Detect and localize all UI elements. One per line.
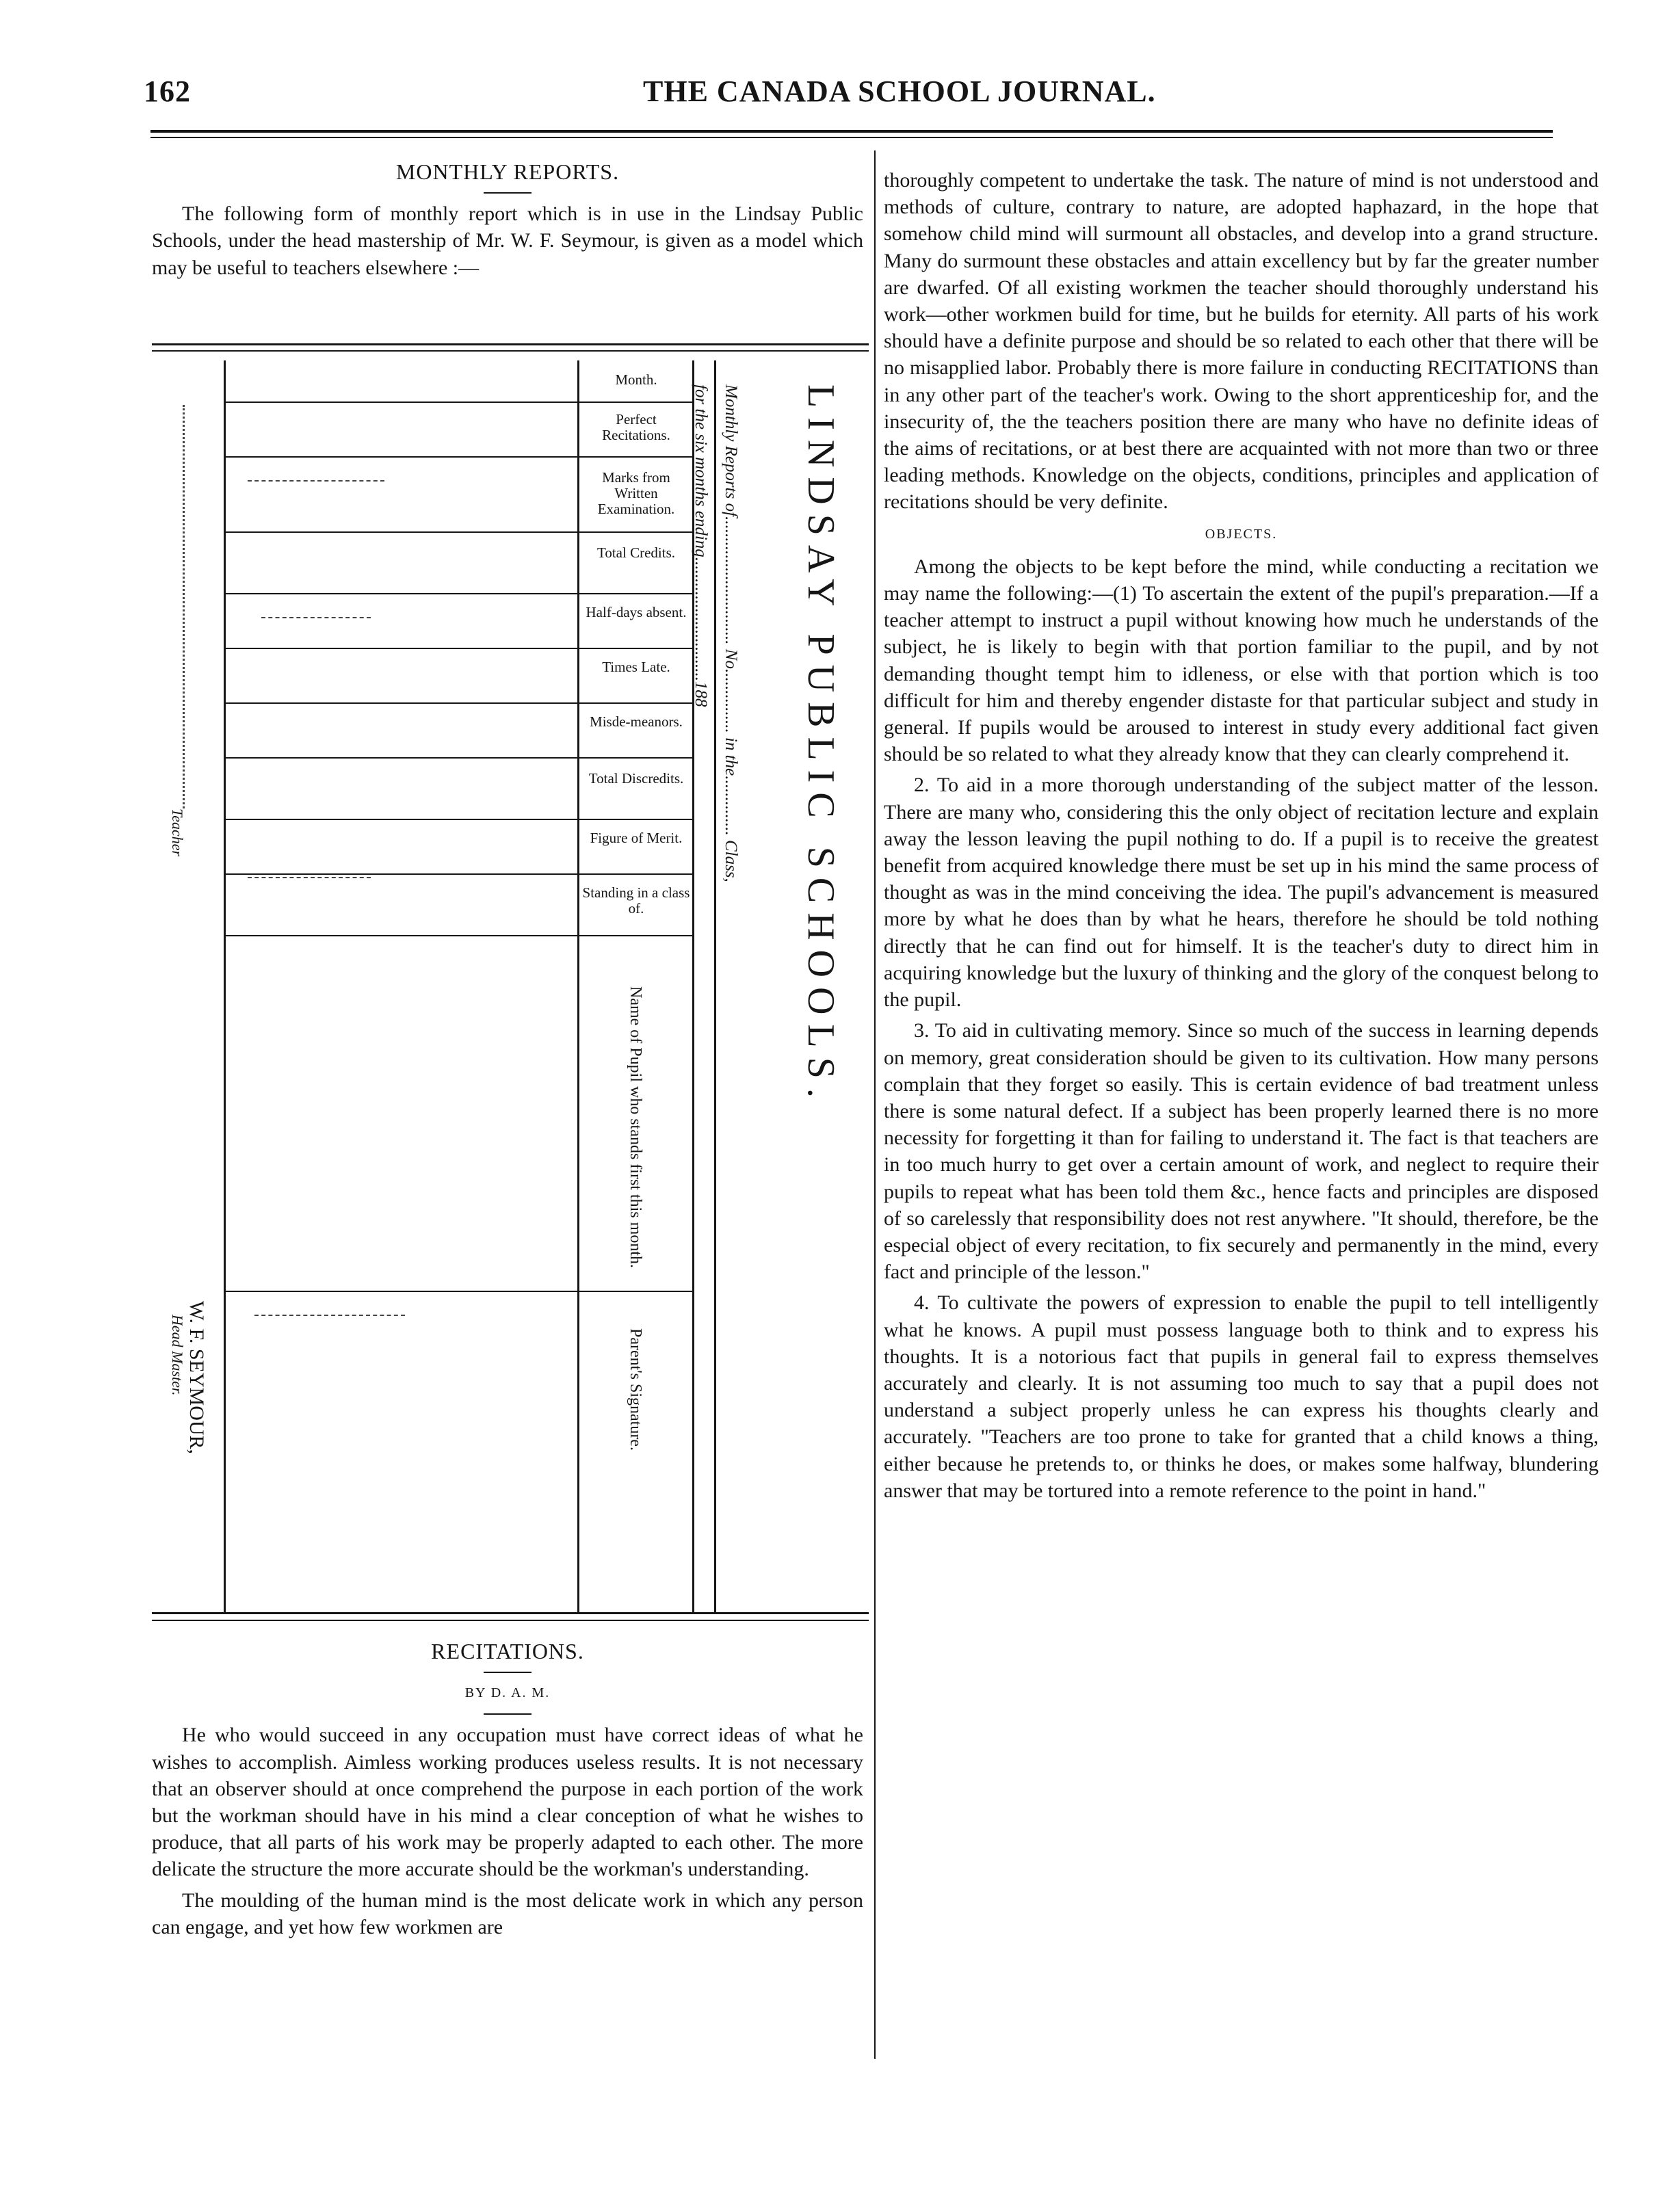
col-misdemeanors: Misde-meanors. — [590, 713, 683, 730]
recitations-title: RECITATIONS. — [431, 1639, 584, 1663]
col-times-late: Times Late. — [602, 659, 670, 675]
report-line-1: Monthly Reports of.............................. No............... in the.............. Class, — [722, 384, 740, 882]
form-guide — [254, 1315, 405, 1316]
byline-dash — [484, 1713, 531, 1715]
pupil-name-column: Name of Pupil who stands first this month. — [627, 986, 644, 1268]
form-vline-2 — [577, 360, 579, 1612]
recitations-paragraph-1: He who would succeed in any occupation must have correct ideas of what he wishes to accomplish. Aimless working produces useless results. It is not necessary that an observer should at once comprehend the purpose in each portion of the work but the workman should have in his mind a clear conception of what he wishes to produce, that all parts of his work may be properly adapted to each other. The more delicate the structure the more accurate should be the workman's understanding. — [152, 1724, 863, 1881]
recitations-paragraph-2: The moulding of the human mind is the most delicate work in which any person can engage, and yet how few workmen are — [152, 1888, 863, 1938]
form-row-rule — [224, 1291, 694, 1292]
teacher-dotted-line — [183, 405, 185, 808]
col-total-credits: Total Credits. — [596, 544, 675, 561]
objects-heading: OBJECTS. — [1205, 526, 1278, 542]
form-row-rule — [224, 531, 694, 533]
form-top-rule-2 — [152, 350, 869, 352]
form-row-rule — [224, 935, 694, 936]
form-row-rule — [224, 819, 694, 820]
form-bottom-rule — [152, 1612, 869, 1614]
form-bottom-rule-2 — [152, 1620, 869, 1621]
report-form — [152, 343, 869, 1622]
head-master-title: Head Master. — [169, 1315, 186, 1396]
col-marks-written: Marks from Written Examination. — [597, 469, 675, 517]
form-row-rule — [224, 593, 694, 594]
right-paragraph-1: thoroughly competent to undertake the task. The nature of mind is not understood and methods of culture, contrary to nature, are adopted haphazard, in the hope that somehow child mind will surmount all obstacles, and develop into a grand structure. Many do surmount these obstacles and attain excellency but by far the greater number are dwarfed. Of all existing workmen the teacher should thoroughly understand his work—other workmen build for time, but he builds for eternity. All parts of his work should have a definite purpose and should be so related to each other that there will be no misapplied labor. Probably there is more failure in conducting RECITATIONS than in any other part of the teacher's work. Owing to the short apprenticeship for, and the insecurity of, the the teachers position there are many who have no definite ideas of the aims of recitations, or at best there are acquainted with not more than two or three leading methods. Knowledge on the objects, conditions, principles and application of recitations should be very definite. — [884, 169, 1599, 514]
teacher-label: Teacher — [169, 808, 186, 857]
form-row-rule — [224, 648, 694, 649]
col-total-discredits: Total Discredits. — [588, 770, 684, 787]
form-guide — [261, 617, 371, 618]
col-figure-of-merit: Figure of Merit. — [590, 830, 683, 846]
monthly-reports-intro: The following form of monthly report which is in use in the Lindsay Public Schools, under the head mastership of Mr. W. F. Seymour, is given as a model which may be useful to teachers elsewhere :— — [152, 202, 863, 279]
form-row-rule — [224, 401, 694, 403]
column-divider — [874, 150, 876, 2059]
monthly-reports-title: MONTHLY REPORTS. — [395, 159, 620, 184]
objects-paragraph-3: 3. To aid in cultivating memory. Since so much of the success in learning depends on memory, great consideration should be given to its cultivation. How many persons complain that they forget so easily. This is certain evidence of bad treatment unless there is some natural defect. If a subject has been properly learned there is no more necessity for forgetting it than for failing to understand it. The fact is that teachers are in too much hurry to get over a certain amount of work, and neglect to require their pupils to repeat what has been told them &c., hence facts and principles are disposed of so carelessly that responsibility does not rest anywhere. "It should, therefore, be the especial object of every recitation, to fix securely and permanently in the mind, every fact and principle of the lesson." — [884, 1019, 1599, 1284]
col-perfect-recitations: Perfect Recitations. — [602, 411, 670, 443]
col-half-days-absent: Half-days absent. — [586, 604, 687, 620]
form-vline-4 — [714, 360, 716, 1612]
head-master-name: W. F. SEYMOUR, — [185, 1301, 208, 1455]
journal-title: THE CANADA SCHOOL JOURNAL. — [643, 75, 1156, 108]
header-rule-bottom — [150, 137, 1553, 138]
form-top-rule — [152, 343, 869, 345]
form-guide — [248, 480, 384, 482]
objects-paragraph-4: 4. To cultivate the powers of expression to enable the pupil to tell intelligently what he knows. A pupil must possess language both to think and to express his thoughts. It is a notorious fact that pupils in general fail to express themselves accurately and clearly. It is not assuming too much to say that a pupil does not understand a subject properly unless he can express his thoughts clearly and accurately. "Teachers are too prone to take for granted that a child knows a thing, either because he pretends to, or thinks he does, or makes some halfway, blundering answer that may be tortured into a remote reference to the point in hand." — [884, 1291, 1599, 1502]
page-number: 162 — [144, 75, 191, 108]
left-column-bottom — [152, 1638, 863, 1940]
byline: BY D. A. M. — [464, 1685, 551, 1701]
form-row-rule — [224, 456, 694, 458]
form-vline-1 — [224, 360, 226, 1612]
title-dash — [484, 192, 531, 194]
form-row-rule — [224, 873, 694, 875]
header-rule-top — [150, 130, 1553, 133]
left-column-top — [152, 159, 863, 281]
col-standing: Standing in a class of. — [582, 884, 690, 917]
form-row-rule — [224, 757, 694, 759]
form-guide — [248, 877, 371, 878]
report-line-2: for the six months ending.............................188 — [692, 384, 710, 707]
recitations-dash — [484, 1672, 531, 1673]
parent-signature-column: Parent's Signature. — [627, 1328, 644, 1451]
school-name: LINDSAY PUBLIC SCHOOLS. — [800, 384, 842, 1107]
objects-paragraph-1: Among the objects to be kept before the mind, while conducting a recitation we may name the following:—(1) To ascertain the extent of the pupil's preparation.—If a teacher attempt to instruct a pupil without knowing how much he understands of the subject, he is likely to begin with that portion familiar to the pupil, and by not demanding thought tempt him to idleness, or else with that portion which is too difficult for him and thereby engender distaste for that particular subject and study in general. If pupils would be aroused to interest in study every additional fact given should be so related to what they already know that they can clearly comprehend it. — [884, 555, 1599, 766]
objects-paragraph-2: 2. To aid in a more thorough understanding of the subject matter of the lesson. There are many who, considering this the only object of recitation lecture and explain away the lesson leaving the pupil nothing to do. If a pupil is to receive the greatest benefit from acquired knowledge there must be set up in his mind the same process of thought as was in the mind conceiving the idea. The pupil's advancement is measured more by what he does than by what he hears, therefore he should be told nothing directly that he can find out for himself. It is the teacher's duty to direct him in acquiring knowledge but the luxury of thinking and the glory of the conquest belong to the pupil. — [884, 774, 1599, 1012]
form-row-rule — [224, 702, 694, 704]
col-month: Month. — [615, 371, 657, 388]
right-column — [884, 167, 1599, 1504]
